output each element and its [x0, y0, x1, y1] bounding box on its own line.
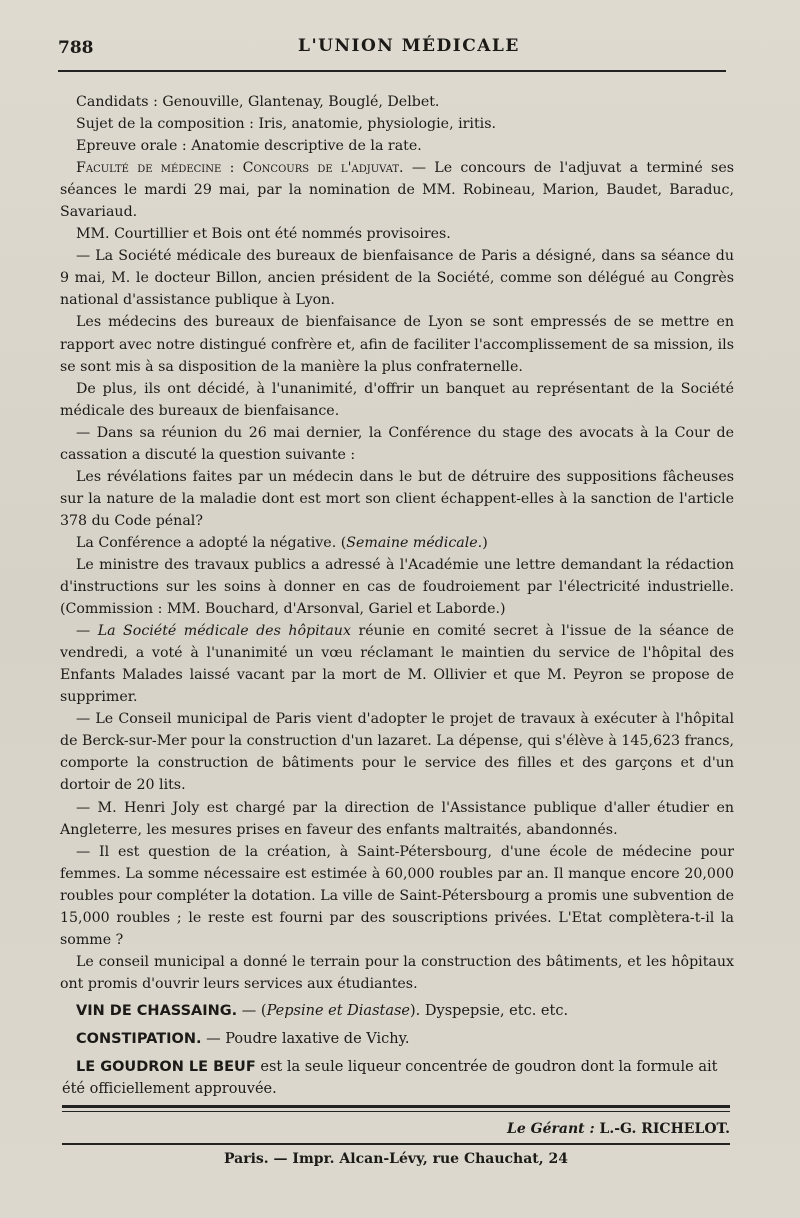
ad-vin-chassaing	[62, 1000, 734, 1022]
paragraph-subject: Sujet de la composition : Iris, anatomie, physiologie, iritis.	[76, 116, 496, 133]
paragraph-lyon-doctors: Les médecins des bureaux de bienfaisance de Lyon se sont empressés de se mettre en rapport avec notre distingué confrère et, afin de faciliter l'accomplissement de sa mission, ils se sont mis à sa disposition de la manière la plus confraternelle.	[60, 314, 734, 375]
paragraph-saint-petersbourg: — Il est question de la création, à Saint-Pétersbourg, d'une école de médecine pour femmes. La somme nécessaire est estimée à 60,000 roubles par an. Il manque encore 20,000 roubles pour compléter la dotation. La ville de Saint-Pétersbourg a promis une subvention de 15,000 roubles ; le reste est fourni par des souscriptions privées. L'Etat complètera-t-il la somme ?	[60, 843, 734, 948]
paragraph-banquet: De plus, ils ont décidé, à l'unanimité, d'offrir un banquet au représentant de la Société médicale des bureaux de bienfaisance.	[60, 380, 734, 419]
paragraph-berck: — Le Conseil municipal de Paris vient d'adopter le projet de travaux à exécuter à l'hôpital de Berck-sur-Mer pour la construction d'un lazaret. La dépense, qui s'élève à 145,623 francs, comporte la construction de bâtiments pour le service des filles et des garçons et d'un dortoir de 20 lits.	[60, 711, 734, 794]
footer-rule	[62, 1105, 730, 1108]
journal-title: L'UNION MÉDICALE	[298, 36, 520, 56]
paragraph-societe-bienfaisance: — La Société médicale des bureaux de bienfaisance de Paris a désigné, dans sa séance du 9 mai, M. le docteur Billon, ancien président de la Société, comme son délégué au Congrès national d'assistance publique à Lyon.	[60, 248, 734, 309]
paragraph-adjuvat	[60, 157, 734, 223]
paragraph-text: )	[482, 534, 488, 551]
paragraph-negative	[60, 532, 734, 554]
page-header	[58, 36, 738, 60]
ad-italic: Pepsine et Diastase	[266, 1003, 411, 1019]
header-rule	[58, 70, 726, 72]
printer-imprint: Paris. — Impr. Alcan-Lévy, rue Chauchat, 24	[224, 1151, 568, 1167]
paragraph-provisional: MM. Courtillier et Bois ont été nommés provisoires.	[76, 226, 451, 243]
paragraph-oral-exam: Epreuve orale : Anatomie descriptive de la rate.	[76, 138, 422, 155]
paragraph-joly: — M. Henri Joly est chargé par la direction de l'Assistance publique d'aller étudier en Angleterre, les mesures prises en faveur des enfants maltraités, abandonnés.	[60, 799, 734, 838]
paragraph-text: réunie en comité secret à l'issue de la séance de vendredi, a voté à l'unanimité un vœu réclamant le maintien du service de l'hôpital des Enfants Malades laissé vacant par la mort de M. Ollivier et que M. Peyron se propose de supprimer.	[60, 623, 734, 706]
society-name: La Société médicale des hôpitaux	[97, 623, 351, 640]
paragraph-text: —	[76, 623, 98, 640]
ad-goudron	[62, 1056, 734, 1100]
paragraph-conference: — Dans sa réunion du 26 mai dernier, la Conférence du stage des avocats à la Cour de cassation a discuté la question suivante :	[60, 424, 734, 463]
source-citation: Semaine médicale.	[346, 534, 483, 551]
manager-signature	[470, 1121, 730, 1137]
ad-constipation	[62, 1028, 734, 1050]
ad-text: — Poudre laxative de Vichy.	[201, 1031, 410, 1047]
paragraph-text: — Le concours de l'adjuvat a terminé ses séances le mardi 29 mai, par la nomination de MM. Robineau, Marion, Baudet, Baraduc, Savariaud.	[60, 160, 734, 221]
section-heading: Faculté de médecine : Concours de l'adjuvat.	[76, 160, 404, 177]
paragraph-hopitaux	[60, 620, 734, 708]
page-number: 788	[58, 38, 94, 58]
manager-name: L.-G. RICHELOT.	[594, 1121, 730, 1137]
article-body	[60, 91, 734, 995]
paragraph-text: La Conférence a adopté la négative. (	[76, 534, 347, 551]
ad-heading: LE GOUDRON LE BEUF	[76, 1059, 256, 1075]
ad-text: est la seule liqueur concentrée de goudron dont la formule ait été officiellement approuvée.	[62, 1059, 718, 1097]
paragraph-conseil: Le conseil municipal a donné le terrain pour la construction des bâtiments, et les hôpitaux ont promis d'ouvrir leurs services aux étudiantes.	[60, 953, 734, 992]
ad-heading: CONSTIPATION.	[76, 1031, 202, 1047]
footer-rule-thin	[62, 1111, 730, 1112]
paragraph-ministre: Le ministre des travaux publics a adressé à l'Académie une lettre demandant la rédaction d'instructions sur les soins à donner en cas de foudroiement par l'électricité industrielle. (Commission : MM. Bouchard, d'Arsonval, Gariel et Laborde.)	[60, 556, 734, 618]
paragraph-candidates: Candidats : Genouville, Glantenay, Bouglé, Delbet.	[76, 94, 440, 110]
imprint-rule	[62, 1143, 730, 1145]
ad-heading: VIN DE CHASSAING.	[76, 1003, 238, 1019]
ad-text: ). Dyspepsie, etc. etc.	[410, 1003, 569, 1019]
paragraph-question: Les révélations faites par un médecin dans le but de détruire des suppositions fâcheuses sur la nature de la maladie dont est mort son client échappent-elles à la sanction de l'article 378 du Code pénal?	[60, 468, 734, 529]
ad-text: — (	[237, 1003, 267, 1019]
advertisements	[62, 1000, 734, 1100]
manager-role: Le Gérant :	[507, 1121, 595, 1137]
